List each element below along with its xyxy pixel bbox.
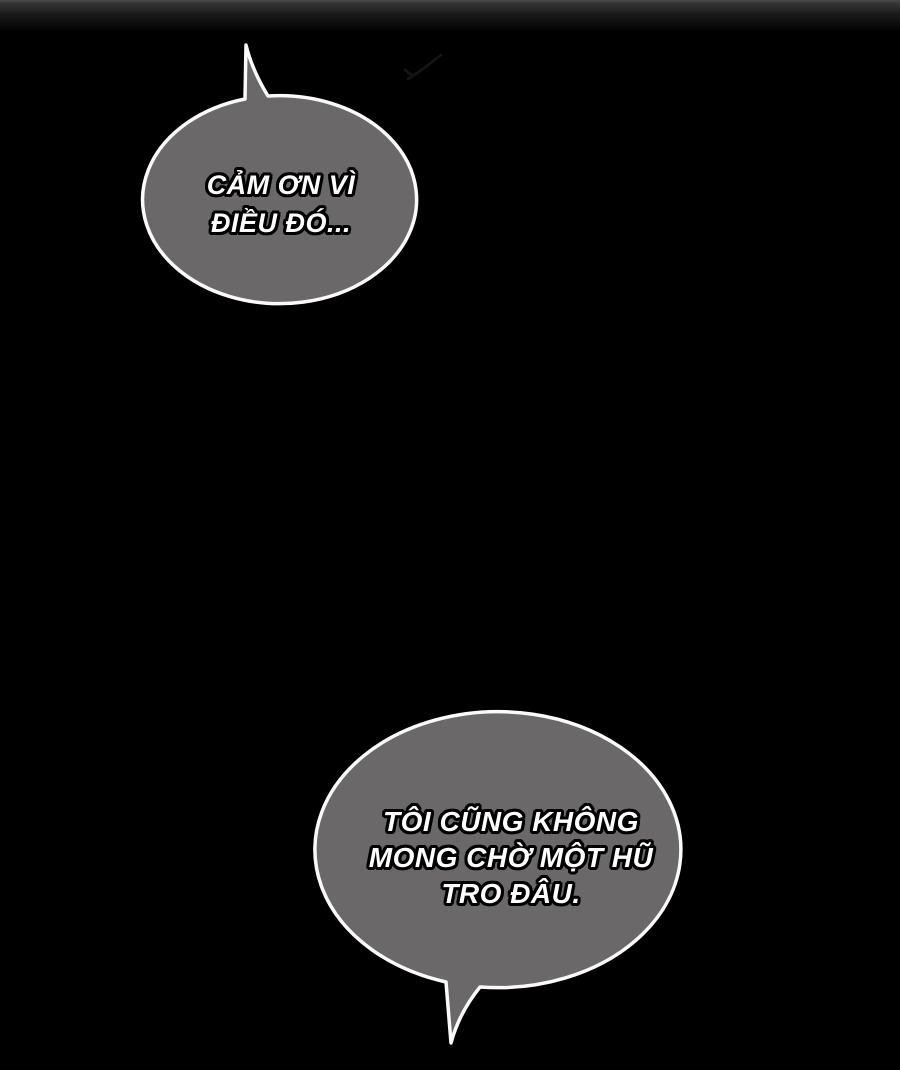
faint-sketch-line-short [405,70,413,76]
dialogue-line: TÔI CŨNG KHÔNG [383,806,639,837]
dialogue-line: TRO ĐÂU. [441,878,581,909]
dialogue-line: ĐIỀU ĐÓ... [210,208,351,238]
speech-bubble-bottom-text [311,804,711,912]
speech-bubble-top-text [131,166,431,242]
dialogue-line: MONG CHỜ MỘT HŨ [368,842,654,873]
dialogue-line: CẢM ƠN VÌ [206,170,356,200]
